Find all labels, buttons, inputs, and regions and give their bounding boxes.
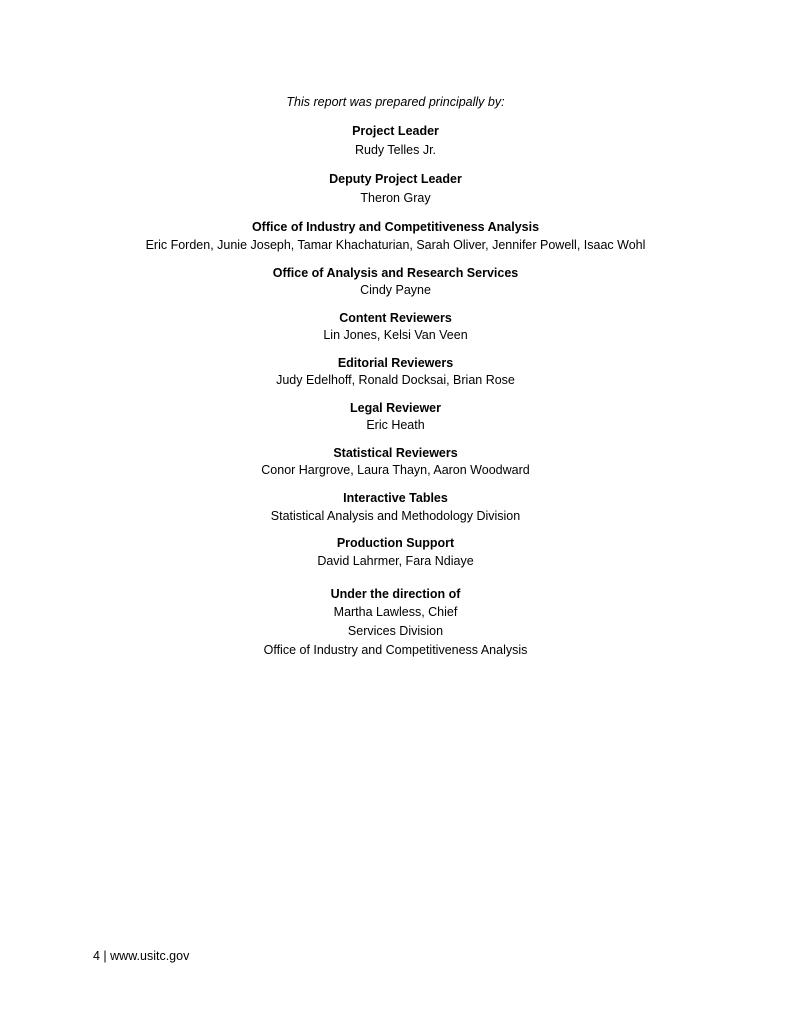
interactive-tables-division: Statistical Analysis and Methodology Division [270, 509, 521, 523]
page-footer: 4 | www.usitc.gov [93, 949, 190, 963]
statistical-reviewers-heading: Statistical Reviewers [333, 446, 458, 460]
content-reviewers-heading: Content Reviewers [339, 311, 452, 325]
production-support-heading: Production Support [336, 536, 455, 550]
research-services-office-name: Cindy Payne [360, 283, 431, 297]
editorial-reviewers-names: Judy Edelhoff, Ronald Docksai, Brian Rose [276, 373, 515, 387]
direction-heading: Under the direction of [330, 587, 461, 601]
content-reviewers-names: Lin Jones, Kelsi Van Veen [323, 328, 468, 342]
intro-text: This report was prepared principally by: [286, 95, 505, 109]
project-leader-heading: Project Leader [352, 124, 439, 138]
research-services-office-heading: Office of Analysis and Research Services [272, 266, 519, 280]
direction-division: Services Division [347, 624, 444, 638]
statistical-reviewers-names: Conor Hargrove, Laura Thayn, Aaron Woodward [261, 463, 530, 477]
project-leader-name: Rudy Telles Jr. [354, 143, 437, 157]
deputy-project-leader-name: Theron Gray [360, 191, 431, 205]
legal-reviewer-heading: Legal Reviewer [349, 401, 441, 415]
direction-office: Office of Industry and Competitiveness Analysis [263, 643, 528, 657]
interactive-tables-heading: Interactive Tables [343, 491, 448, 505]
direction-chief-name: Martha Lawless, Chief [333, 605, 458, 619]
legal-reviewer-name: Eric Heath [366, 418, 425, 432]
deputy-project-leader-heading: Deputy Project Leader [329, 172, 462, 186]
industry-analysis-office-heading: Office of Industry and Competitiveness Analysis [251, 220, 540, 234]
industry-analysis-office-names: Eric Forden, Junie Joseph, Tamar Khachaturian, Sarah Oliver, Jennifer Powell, Isaac Wohl [145, 238, 646, 252]
production-support-names: David Lahrmer, Fara Ndiaye [317, 554, 474, 568]
editorial-reviewers-heading: Editorial Reviewers [337, 356, 454, 370]
